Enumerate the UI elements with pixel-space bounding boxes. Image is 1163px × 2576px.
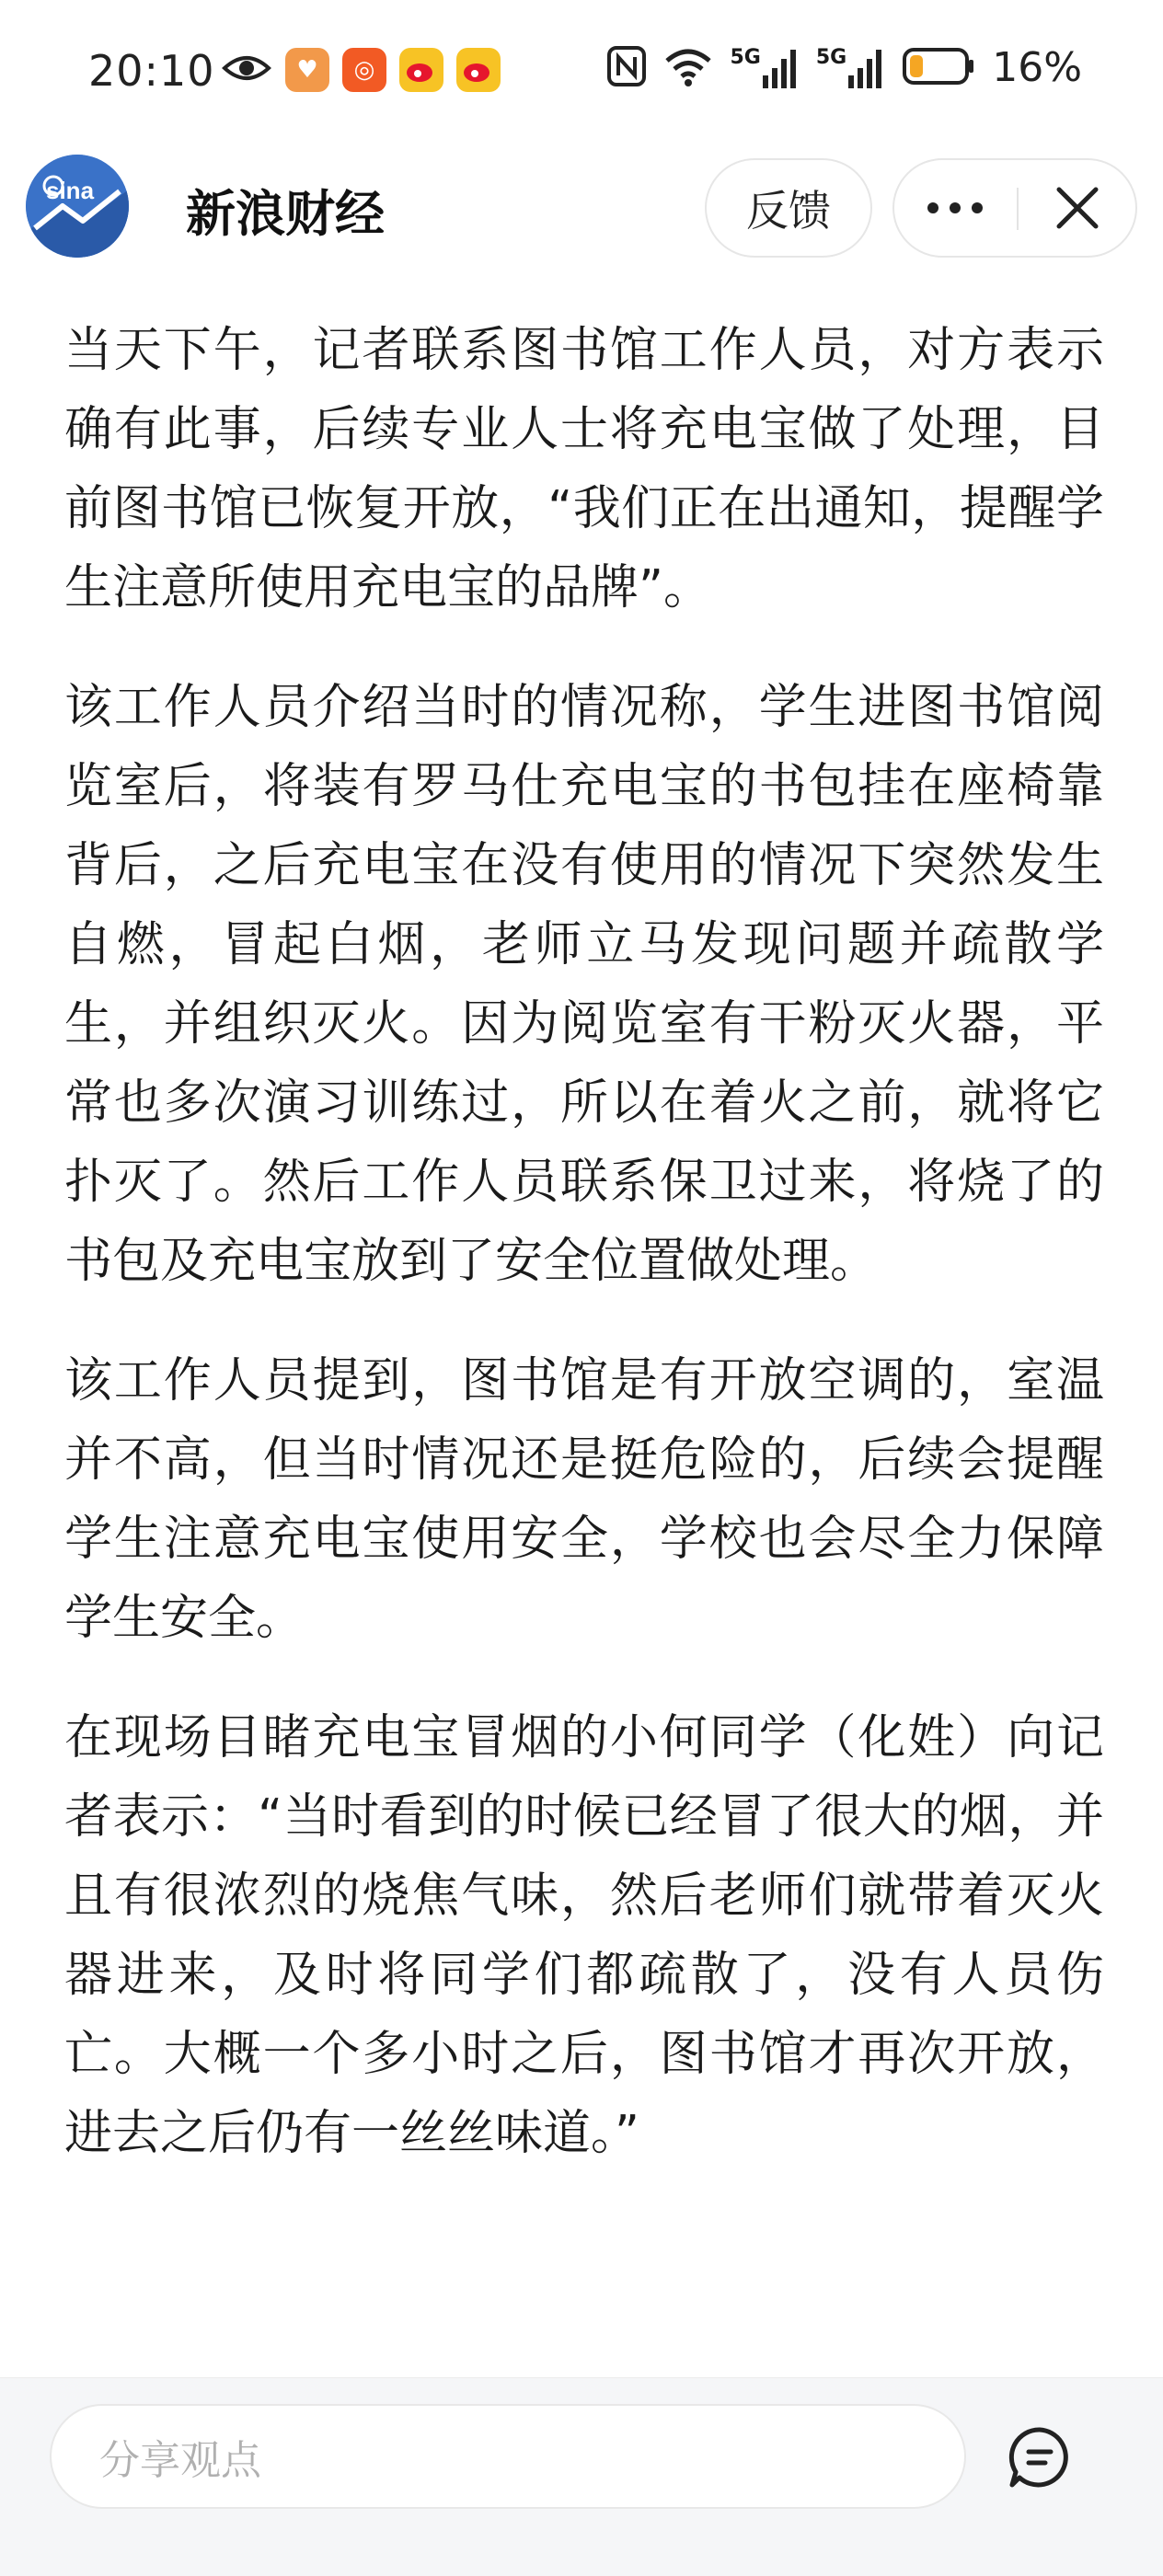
wifi-icon: [663, 46, 713, 90]
feedback-button[interactable]: 反馈: [705, 158, 872, 258]
article-paragraph: 在现场目睹充电宝冒烟的小何同学（化姓）向记者表示：“当时看到的时候已经冒了很大的烟，并且有很浓烈的烧焦气味，然后老师们就带着灭火器进来，及时将同学们都疏散了，没有人员伤亡。大概一个多小时之后，图书馆才再次开放，进去之后仍有一丝丝味道。”: [64, 1710, 1104, 2161]
taobao-heart-icon: ♥: [285, 48, 329, 92]
battery-percent: 16%: [992, 44, 1082, 91]
nfc-icon: [606, 45, 647, 91]
comment-bubble-icon: [1007, 2424, 1073, 2490]
signal-5g-icon: [730, 45, 799, 88]
article-paragraph: 该工作人员提到，图书馆是有开放空调的，室温并不高，但当时情况还是挺危险的，后续会提醒学生注意充电宝使用安全，学校也会尽全力保障学生安全。: [64, 1353, 1104, 1646]
weibo-icon-2: [456, 48, 501, 92]
article-paragraph: 该工作人员介绍当时的情况称，学生进图书馆阅览室后，将装有罗马仕充电宝的书包挂在座椅靠背后，之后充电宝在没有使用的情况下突然发生自燃，冒起白烟，老师立马发现问题并疏散学生，并组织灭火。因为阅览室有干粉灭火器，平常也多次演习训练过，所以在着火之前，就将它扑灭了。然后工作人员联系保卫过来，将烧了的书包及充电宝放到了安全位置做处理。: [64, 680, 1104, 1289]
signal-5g-icon-2: [815, 45, 885, 88]
capsule-menu: [892, 158, 1137, 258]
sina-logo: [26, 155, 129, 258]
capsule-divider: [1017, 188, 1019, 230]
notification-icons: [221, 48, 501, 92]
signal-label: 5G: [815, 45, 847, 69]
app-header: [0, 147, 1163, 267]
close-button[interactable]: [1019, 160, 1135, 256]
comment-button[interactable]: [992, 2409, 1088, 2505]
page-title: 新浪财经: [186, 185, 385, 243]
status-bar: [0, 0, 1163, 147]
signal-label: 5G: [730, 45, 761, 69]
battery-icon: [902, 46, 975, 90]
article-paragraph: 当天下午，记者联系图书馆工作人员，对方表示确有此事，后续专业人士将充电宝做了处理，目前图书馆已恢复开放，“我们正在出通知，提醒学生注意所使用充电宝的品牌”。: [64, 323, 1104, 615]
xiaohongshu-icon: ◎: [342, 48, 386, 92]
comment-bar: [0, 2377, 1163, 2576]
weibo-icon: [399, 48, 443, 92]
system-status-icons: [606, 44, 1082, 91]
more-dots-icon: [926, 201, 985, 215]
article-body: [64, 311, 1104, 2214]
logo-text: sina: [46, 177, 95, 204]
comment-input[interactable]: 分享观点: [50, 2404, 966, 2509]
eye-icon: [221, 50, 272, 90]
more-button[interactable]: [894, 160, 1016, 256]
close-icon: [1054, 185, 1100, 231]
status-time: 20:10: [88, 46, 215, 96]
